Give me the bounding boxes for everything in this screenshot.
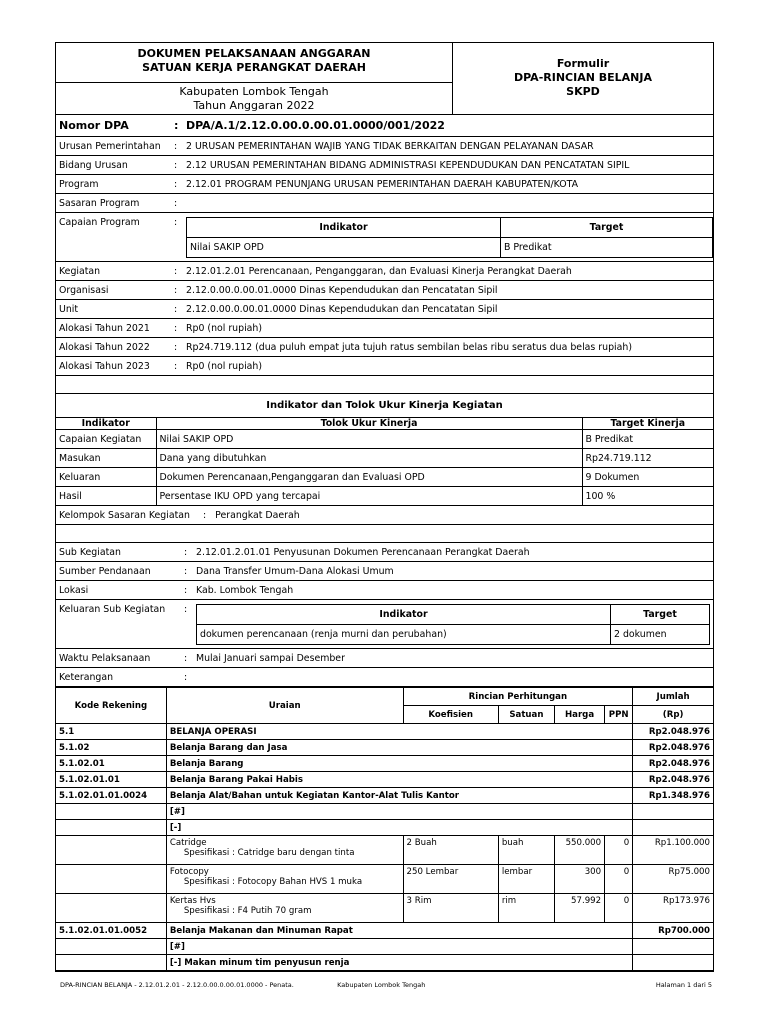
info-label: Kegiatan	[59, 265, 101, 277]
waktu-info	[56, 649, 713, 687]
group-row: [#]	[56, 804, 713, 820]
kinerja-table: Indikator Tolok Ukur Kinerja Target Kinerja Capaian Kegiatan Nilai SAKIP OPD B Predikat Masukan Dana yang dibutuhkan Rp24.719.112 Keluaran Dokumen Perencanaan,Penganggaran dan Evaluasi OPD 9 Dokumen Hasil Persentase IKU OPD yang tercapai 100 %	[56, 418, 713, 506]
kinerja-row: Keluaran Dokumen Perencanaan,Penganggaran dan Evaluasi OPD 9 Dokumen	[56, 468, 713, 487]
info-row: Alokasi Tahun 2022 : Rp24.719.112 (dua puluh empat juta tujuh ratus sembilan belas ribu seratus dua belas rupiah)	[56, 338, 713, 357]
info-value: 2.12.01.2.01 Perencanaan, Penganggaran, dan Evaluasi Kinerja Perangkat Daerah	[186, 265, 572, 277]
group-row: [-] Makan minum tim penyusun renja	[56, 955, 713, 971]
document-page	[55, 42, 714, 972]
info-value: 2 URUSAN PEMERINTAHAN WAJIB YANG TIDAK BERKAITAN DENGAN PELAYANAN DASAR	[186, 140, 594, 152]
info-label: Alokasi Tahun 2021	[59, 322, 150, 334]
info-value: Dana Transfer Umum-Dana Alokasi Umum	[196, 565, 394, 577]
info-label: Alokasi Tahun 2023	[59, 360, 150, 372]
info-row: Sasaran Program :	[56, 194, 713, 213]
info-label: Lokasi	[59, 584, 89, 596]
capaian-table: Indikator Target Nilai SAKIP OPD B Predikat	[186, 217, 713, 258]
rekening-row: 5.1.02.01.01.0052 Belanja Makanan dan Minuman Rapat Rp700.000	[56, 923, 713, 939]
nomor-dpa-row: Nomor DPA : DPA/A.1/2.12.0.00.0.00.01.0000/001/2022	[56, 115, 713, 137]
region-year: Kabupaten Lombok Tengah Tahun Anggaran 2022	[179, 85, 329, 112]
info-label: Keterangan	[59, 671, 114, 683]
capaian-program-row: Capaian Program : Indikator Target Nilai SAKIP OPD B Predikat	[56, 213, 713, 262]
rincian-table: Kode Rekening Uraian Rincian Perhitungan Jumlah Koefisien Satuan Harga PPN (Rp) 5.1 BELANJA OPERASI Rp2.048.976 5.1.02 Belanja Barang dan Jasa Rp2.048.976 5.1.02.01 Belanja Barang Rp2.048.976 5.1.02.01.01 Belanja Barang Pakai Habis Rp2.048.976 5.1.02.01.01.0024 Belanja Alat/Bahan untuk Kegiatan Kantor-Alat Tulis Kantor Rp1.348.976 [#] [-] Catridge Spesifikasi : Catridge baru dengan tinta 2 Buah buah 550.000 0 Rp1.100.000 Fotocopy Spesifikasi : Fotocopy Bahan HVS 1 muka 250 Lembar lembar 300 0 Rp75.000 Kertas Hvs Spesifikasi : F4 Putih 70 gram 3 Rim rim 57.992 0 Rp173.976 5.1.02.01.01.0052 Belanja Makanan dan Minuman Rapat Rp700.000 [#] [-] Makan minum tim penyusun renja	[56, 687, 713, 971]
info-label: Unit	[59, 303, 79, 315]
info-label: Bidang Urusan	[59, 159, 128, 171]
kinerja-row: Masukan Dana yang dibutuhkan Rp24.719.112	[56, 449, 713, 468]
info-row: Keterangan :	[56, 668, 713, 687]
info-value: Rp0 (nol rupiah)	[186, 360, 263, 372]
sub-kegiatan-info	[56, 543, 713, 600]
info-value: 2.12 URUSAN PEMERINTAHAN BIDANG ADMINISTRASI KEPENDUDUKAN DAN PENCATATAN SIPIL	[186, 159, 630, 171]
info-label: Waktu Pelaksanaan	[59, 652, 151, 664]
info-label: Organisasi	[59, 284, 109, 296]
info-row: Sumber Pendanaan : Dana Transfer Umum-Dana Alokasi Umum	[56, 562, 713, 581]
keluaran-sub-row: Keluaran Sub Kegiatan : Indikator Target dokumen perencanaan (renja murni dan perubahan) 2 dokumen	[56, 600, 713, 649]
form-label: Formulir DPA-RINCIAN BELANJA SKPD	[514, 57, 652, 98]
info-value: 2.12.0.00.0.00.01.0000 Dinas Kependudukan dan Pencatatan Sipil	[186, 303, 498, 315]
info-row: Alokasi Tahun 2023 : Rp0 (nol rupiah)	[56, 357, 713, 376]
info-label: Sub Kegiatan	[59, 546, 121, 558]
keluaran-table: Indikator Target dokumen perencanaan (renja murni dan perubahan) 2 dokumen	[196, 604, 710, 645]
info-row: Lokasi : Kab. Lombok Tengah	[56, 581, 713, 600]
kinerja-title: Indikator dan Tolok Ukur Kinerja Kegiatan	[56, 394, 713, 418]
page-footer: DPA-RINCIAN BELANJA - 2.12.01.2.01 - 2.12.0.00.0.00.01.0000 - Penata. Kabupaten Lombok Tengah Halaman 1 dari 5	[60, 981, 712, 989]
info-label: Urusan Pemerintahan	[59, 140, 161, 152]
info-label: Alokasi Tahun 2022	[59, 341, 150, 353]
document-header	[56, 43, 713, 115]
item-row: Kertas Hvs Spesifikasi : F4 Putih 70 gram 3 Rim rim 57.992 0 Rp173.976	[56, 894, 713, 923]
info-row: Waktu Pelaksanaan : Mulai Januari sampai Desember	[56, 649, 713, 668]
rekening-row: 5.1 BELANJA OPERASI Rp2.048.976	[56, 724, 713, 740]
info-value: Kab. Lombok Tengah	[196, 584, 294, 596]
info-row: Bidang Urusan : 2.12 URUSAN PEMERINTAHAN BIDANG ADMINISTRASI KEPENDUDUKAN DAN PENCATATAN SIPIL	[56, 156, 713, 175]
info-label: Program	[59, 178, 99, 190]
info-row: Sub Kegiatan : 2.12.01.2.01.01 Penyusunan Dokumen Perencanaan Perangkat Daerah	[56, 543, 713, 562]
info-row: Alokasi Tahun 2021 : Rp0 (nol rupiah)	[56, 319, 713, 338]
program-info	[56, 137, 713, 213]
item-row: Fotocopy Spesifikasi : Fotocopy Bahan HVS 1 muka 250 Lembar lembar 300 0 Rp75.000	[56, 865, 713, 894]
info-value: 2.12.01 PROGRAM PENUNJANG URUSAN PEMERINTAHAN DAERAH KABUPATEN/KOTA	[186, 178, 579, 190]
info-label: Sumber Pendanaan	[59, 565, 151, 577]
rekening-row: 5.1.02 Belanja Barang dan Jasa Rp2.048.976	[56, 740, 713, 756]
info-row: Organisasi : 2.12.0.00.0.00.01.0000 Dinas Kependudukan dan Pencatatan Sipil	[56, 281, 713, 300]
item-row: Catridge Spesifikasi : Catridge baru dengan tinta 2 Buah buah 550.000 0 Rp1.100.000	[56, 836, 713, 865]
info-row: Unit : 2.12.0.00.0.00.01.0000 Dinas Kependudukan dan Pencatatan Sipil	[56, 300, 713, 319]
info-value: Mulai Januari sampai Desember	[196, 652, 345, 664]
kegiatan-info	[56, 262, 713, 376]
document-title: DOKUMEN PELAKSANAAN ANGGARAN SATUAN KERJA PERANGKAT DAERAH	[56, 43, 452, 83]
rekening-row: 5.1.02.01.01 Belanja Barang Pakai Habis Rp2.048.976	[56, 772, 713, 788]
info-value: 2.12.0.00.0.00.01.0000 Dinas Kependudukan dan Pencatatan Sipil	[186, 284, 498, 296]
info-value: Rp24.719.112 (dua puluh empat juta tujuh ratus sembilan belas ribu seratus dua belas rupiah)	[186, 341, 632, 353]
kinerja-row: Hasil Persentase IKU OPD yang tercapai 100 %	[56, 487, 713, 506]
info-row: Program : 2.12.01 PROGRAM PENUNJANG URUSAN PEMERINTAHAN DAERAH KABUPATEN/KOTA	[56, 175, 713, 194]
info-value: 2.12.01.2.01.01 Penyusunan Dokumen Perencanaan Perangkat Daerah	[196, 546, 530, 558]
rekening-row: 5.1.02.01 Belanja Barang Rp2.048.976	[56, 756, 713, 772]
kelompok-sasaran-row: Kelompok Sasaran Kegiatan : Perangkat Daerah	[56, 506, 713, 525]
group-row: [-]	[56, 820, 713, 836]
info-row: Kegiatan : 2.12.01.2.01 Perencanaan, Penganggaran, dan Evaluasi Kinerja Perangkat Daerah	[56, 262, 713, 281]
group-row: [#]	[56, 939, 713, 955]
rekening-row: 5.1.02.01.01.0024 Belanja Alat/Bahan untuk Kegiatan Kantor-Alat Tulis Kantor Rp1.348.976	[56, 788, 713, 804]
info-value: Rp0 (nol rupiah)	[186, 322, 263, 334]
kinerja-row: Capaian Kegiatan Nilai SAKIP OPD B Predikat	[56, 430, 713, 449]
info-label: Sasaran Program	[59, 197, 140, 209]
info-row: Urusan Pemerintahan : 2 URUSAN PEMERINTAHAN WAJIB YANG TIDAK BERKAITAN DENGAN PELAYANAN DASAR	[56, 137, 713, 156]
